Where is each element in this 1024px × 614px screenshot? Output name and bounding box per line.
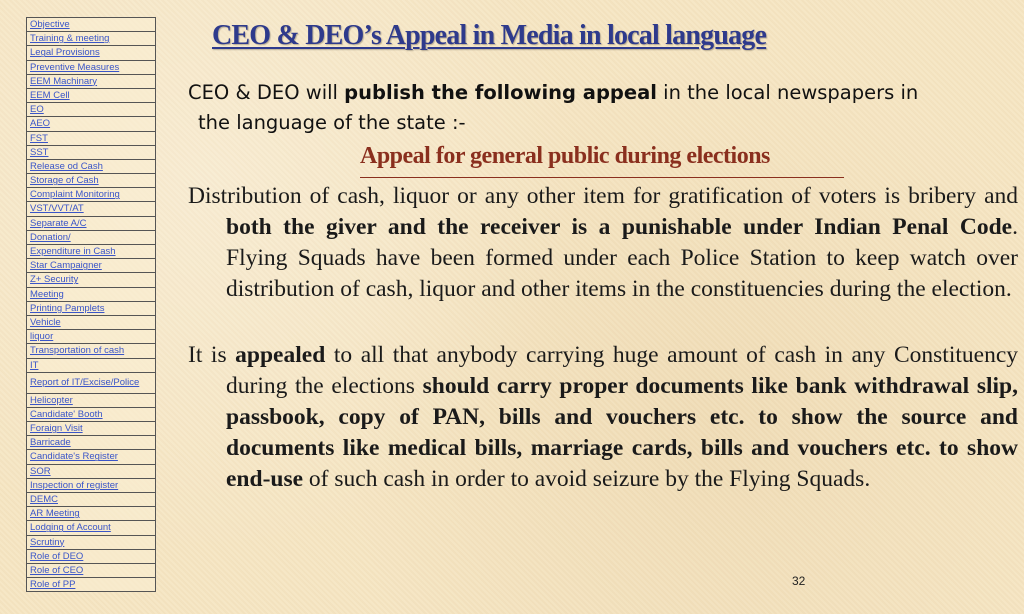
- sidebar-link-liquor[interactable]: liquor: [27, 330, 155, 344]
- sidebar-link-role-of-pp[interactable]: Role of PP: [27, 578, 155, 592]
- sidebar-link-meeting[interactable]: Meeting: [27, 288, 155, 302]
- intro-part1: CEO & DEO will: [188, 81, 345, 104]
- sidebar-link-role-of-deo[interactable]: Role of DEO: [27, 550, 155, 564]
- sidebar-link-donation[interactable]: Donation/: [27, 231, 155, 245]
- sidebar-link-vehicle[interactable]: Vehicle: [27, 316, 155, 330]
- para1-part2: . Flying Squads have been formed under each Police Station to keep watch over distribution of cash, liquor and other items in the constituencies during the election.: [226, 214, 1018, 302]
- subheading-underline: [360, 177, 844, 178]
- sidebar-link-demc[interactable]: DEMC: [27, 493, 155, 507]
- sidebar-link-sor[interactable]: SOR: [27, 465, 155, 479]
- sidebar-link-scrutiny[interactable]: Scrutiny: [27, 536, 155, 550]
- paragraph-appeal: [188, 340, 1018, 495]
- sidebar-link-star-campaigner[interactable]: Star Campaigner: [27, 259, 155, 273]
- intro-text: [188, 78, 1023, 138]
- sidebar-link-preventive-measures[interactable]: Preventive Measures: [27, 61, 155, 75]
- sidebar-link-eem-machinary[interactable]: EEM Machinary: [27, 75, 155, 89]
- sidebar-link-candidate-s-register[interactable]: Candidate's Register: [27, 450, 155, 464]
- sidebar-link-legal-provisions[interactable]: Legal Provisions: [27, 46, 155, 60]
- sidebar-link-inspection-of-register[interactable]: Inspection of register: [27, 479, 155, 493]
- sidebar-link-separate-a-c[interactable]: Separate A/C: [27, 217, 155, 231]
- para1-bold: both the giver and the receiver is a punishable under Indian Penal Code: [226, 214, 1013, 240]
- sidebar-link-training-meeting[interactable]: Training & meeting: [27, 32, 155, 46]
- sidebar-link-objective[interactable]: Objective: [27, 18, 155, 32]
- sidebar-link-sst[interactable]: SST: [27, 146, 155, 160]
- sidebar-link-report-of-it-excise-police[interactable]: Report of IT/Excise/Police: [27, 373, 155, 394]
- para2-part3: of such cash in order to avoid seizure by the Flying Squads.: [303, 466, 871, 492]
- sidebar-link-expenditure-in-cash[interactable]: Expenditure in Cash: [27, 245, 155, 259]
- para2-bold2: should carry proper documents like bank withdrawal slip, passbook, copy of PAN, bills and vouchers etc. to show the source and documents like medical bills, marriage cards, bills and vouchers etc. to show end-use: [226, 373, 1018, 492]
- sidebar-link-storage-of-cash[interactable]: Storage of Cash: [27, 174, 155, 188]
- intro-line2: the language of the state :-: [198, 111, 466, 134]
- sidebar-nav: [26, 17, 156, 592]
- sidebar-link-foraign-visit[interactable]: Foraign Visit: [27, 422, 155, 436]
- sidebar-link-vst-vvt-at[interactable]: VST/VVT/AT: [27, 202, 155, 216]
- sidebar-link-aeo[interactable]: AEO: [27, 117, 155, 131]
- sidebar-link-release-od-cash[interactable]: Release od Cash: [27, 160, 155, 174]
- sidebar-link-complaint-monitoring[interactable]: Complaint Monitoring: [27, 188, 155, 202]
- para2-part2: to all that anybody carrying huge amount of cash in any Constituency during the elections: [226, 342, 1019, 399]
- sidebar-link-candidate-booth[interactable]: Candidate' Booth: [27, 408, 155, 422]
- page-number: 32: [792, 574, 806, 588]
- para2-part1: It is: [188, 342, 236, 368]
- sidebar-link-ar-meeting[interactable]: AR Meeting: [27, 507, 155, 521]
- sidebar-link-eem-cell[interactable]: EEM Cell: [27, 89, 155, 103]
- sidebar-link-lodging-of-account[interactable]: Lodging of Account: [27, 521, 155, 535]
- intro-bold: publish the following appeal: [344, 81, 657, 104]
- appeal-subheading: Appeal for general public during elections: [360, 143, 770, 169]
- sidebar-link-fst[interactable]: FST: [27, 132, 155, 146]
- sidebar-link-it[interactable]: IT: [27, 359, 155, 373]
- sidebar-link-eo[interactable]: EO: [27, 103, 155, 117]
- sidebar-link-helicopter[interactable]: Helicopter: [27, 394, 155, 408]
- para1-part1: Distribution of cash, liquor or any other item for gratification of voters is bribery and: [188, 183, 1018, 209]
- paragraph-bribery: [188, 181, 1018, 305]
- sidebar-link-transportation-of-cash[interactable]: Transportation of cash: [27, 344, 155, 358]
- para2-bold1: appealed: [235, 342, 326, 368]
- sidebar-link-role-of-ceo[interactable]: Role of CEO: [27, 564, 155, 578]
- sidebar-link-printing-pamplets[interactable]: Printing Pamplets: [27, 302, 155, 316]
- sidebar-link-barricade[interactable]: Barricade: [27, 436, 155, 450]
- intro-part2: in the local newspapers in: [656, 81, 919, 104]
- slide-title: CEO & DEO’s Appeal in Media in local language: [212, 20, 767, 51]
- sidebar-link-z-security[interactable]: Z+ Security: [27, 273, 155, 287]
